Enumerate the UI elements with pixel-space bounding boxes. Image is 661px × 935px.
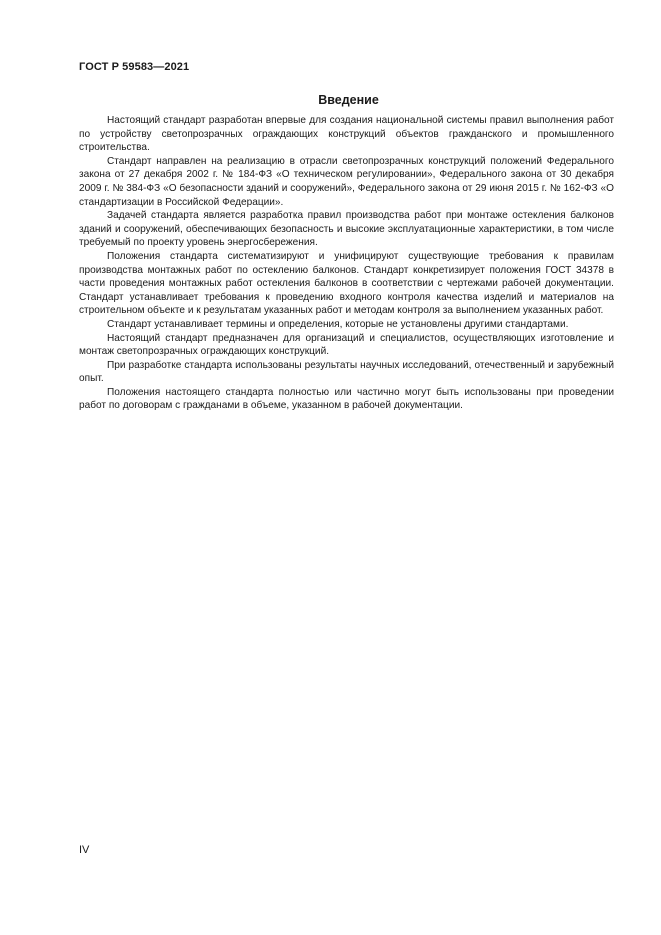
paragraph: Положения настоящего стандарта полностью или частично могут быть использованы при проведении работ по договорам с гражданами в объеме, указанном в рабочей документации. [79,386,614,412]
paragraph: Настоящий стандарт разработан впервые для создания национальной системы правил выполнения работ по устройству светопрозрачных ограждающих конструкций объектов гражданского и промышленного строительства. [79,115,614,154]
paragraph: Задачей стандарта является разработка правил производства работ при монтаже остекления балконов зданий и сооружений, обеспечивающих безопасность и высокие эксплуатационные характеристики, в том числе требуемый по проекту уровень энергосбережения. [79,210,614,249]
paragraph: Стандарт устанавливает термины и определения, которые не установлены другими стандартами. [107,318,569,330]
page-number: IV [79,844,90,856]
paragraph: При разработке стандарта использованы результаты научных исследований, отечественный и зарубежный опыт. [79,359,614,385]
paragraph: Настоящий стандарт предназначен для организаций и специалистов, осуществляющих изготовление и монтаж светопрозрачных ограждающих конструкций. [79,332,614,358]
document-header: ГОСТ Р 59583—2021 [79,61,190,73]
paragraph: Положения стандарта систематизируют и унифицируют существующие требования к правилам производства монтажных работ по остеклению балконов. Стандарт конкретизирует положения ГОСТ 34378 в части проведения монтажных работ остекления балконов в соответствии с чертежами рабочей документации. Стандарт устанавливает требования к проведению входного контроля качества изделий и материалов на строительном объекте и к результатам указанных работ и методам контроля за выполнением указанных работ. [79,250,614,317]
section-title: Введение [318,93,379,107]
paragraph: Стандарт направлен на реализацию в отрасли светопрозрачных конструкций положений Федерального закона от 27 декабря 2002 г. № 184-ФЗ «О техническом регулировании», Федерального закона от 30 декабря 2009 г. № 384-ФЗ «О безопасности зданий и сооружений», Федерального закона от 29 июня 2015 г. № 162-ФЗ «О стандартизации в Российской Федерации». [79,155,614,208]
body-text [79,114,614,413]
